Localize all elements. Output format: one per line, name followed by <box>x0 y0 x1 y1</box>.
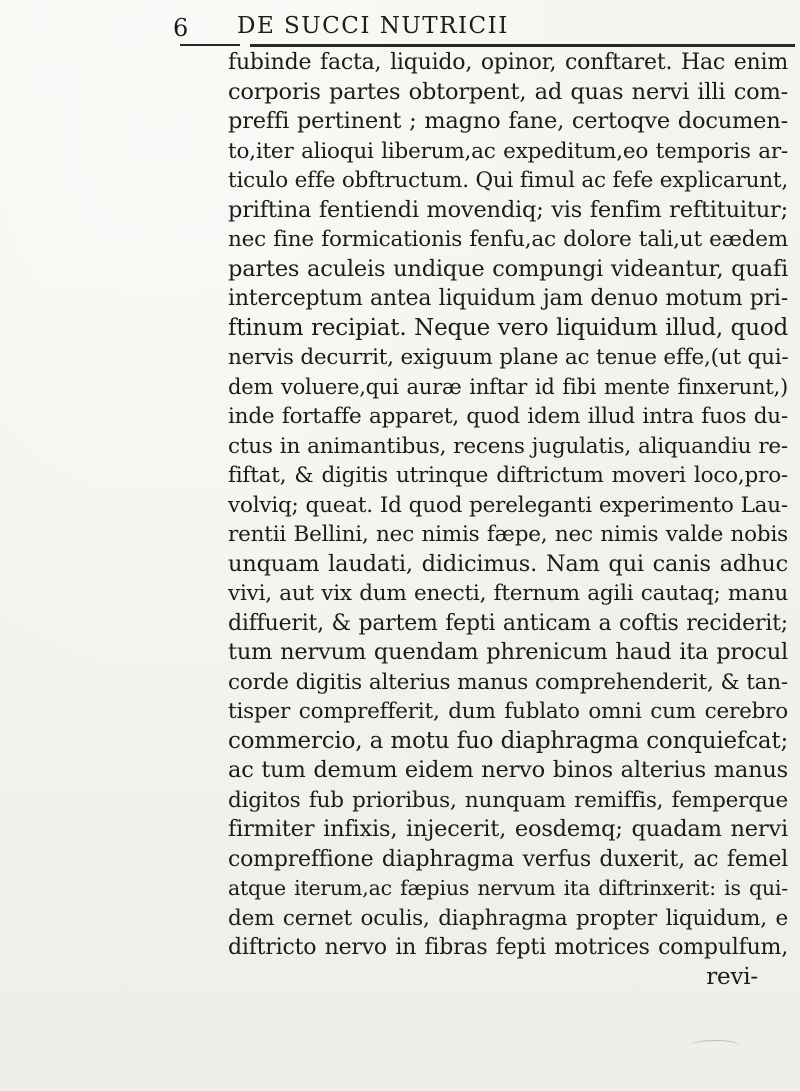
page-number: 6 <box>173 14 189 42</box>
text-line: diftricto nervo in fibras fepti motrices compulfum, <box>228 935 788 960</box>
text-line: interceptum antea liquidum jam denuo motum pri- <box>228 286 788 311</box>
text-line: nec fine formicationis fenfu,ac dolore tali,ut eædem <box>228 227 788 252</box>
text-line: nervis decurrit, exiguum plane ac tenue effe,(ut qui- <box>228 345 789 370</box>
text-line: firmiter infixis, injecerit, eosdemq; quadam nervi <box>228 816 788 842</box>
text-line: corporis partes obtorpent, ad quas nervi illi com- <box>228 78 788 105</box>
text-line: ctus in animantibus, recens jugulatis, aliquandiu re- <box>228 433 788 459</box>
text-line: priftina fentiendi movendiq; vis fenfim reftituitur; <box>228 196 788 223</box>
text-line: dem voluere,qui auræ inftar id fibi mente finxerunt,) <box>228 374 788 399</box>
text-line: dem cernet oculis, diaphragma propter liquidum, e <box>228 905 788 931</box>
text-line: vivi, aut vix dum enecti, fternum agili cautaq; manu <box>228 581 788 606</box>
page-smudge <box>690 1040 740 1051</box>
text-line: ticulo effe obftructum. Qui fimul ac fefe explicarunt, <box>228 168 788 193</box>
text-line: tum nervum quendam phrenicum haud ita procul <box>228 639 788 665</box>
text-line: fiftat, & digitis utrinque diftrictum moveri loco,pro- <box>228 463 788 488</box>
text-line: rentii Bellini, nec nimis fæpe, nec nimis valde nobis <box>228 522 788 547</box>
text-line: ac tum demum eidem nervo binos alterius manus <box>228 757 788 783</box>
text-line: to,iter alioqui liberum,ac expeditum,eo temporis ar- <box>228 138 788 164</box>
running-head: DE SUCCI NUTRICII <box>237 13 509 39</box>
text-line: inde fortaffe apparet, quod idem illud intra fuos du- <box>228 404 788 429</box>
text-line: partes aculeis undique compungi videantur, quafi <box>228 255 788 282</box>
text-line: fubinde facta, liquido, opinor, conftaret. Hac enim <box>228 50 788 75</box>
header-rule <box>250 44 795 47</box>
text-line: tisper comprefferit, dum fublato omni cum cerebro <box>228 699 788 724</box>
body-text <box>228 48 788 992</box>
text-line: corde digitis alterius manus comprehenderit, & tan- <box>228 669 788 695</box>
text-line: diffuerit, & partem fepti anticam a coftis reciderit; <box>228 610 788 636</box>
text-line: commercio, a motu fuo diaphragma conquiefcat; <box>228 727 788 754</box>
header-rule-left <box>180 44 240 46</box>
text-line: preffi pertinent ; magno fane, certoqve documen- <box>228 108 788 134</box>
text-line: digitos fub prioribus, nunquam remiffis, femperque <box>228 787 788 813</box>
text-line: unquam laudati, didicimus. Nam qui canis adhuc <box>228 550 788 577</box>
text-line: atque iterum,ac fæpius nervum ita diftrinxerit: is qui- <box>228 876 788 900</box>
text-line: ftinum recipiat. Neque vero liquidum illud, quod <box>228 314 788 341</box>
text-line: volviq; queat. Id quod pereleganti experimento Lau- <box>228 492 788 518</box>
text-line: compreffione diaphragma verfus duxerit, ac femel <box>228 846 788 872</box>
catchword: revi- <box>706 963 758 990</box>
